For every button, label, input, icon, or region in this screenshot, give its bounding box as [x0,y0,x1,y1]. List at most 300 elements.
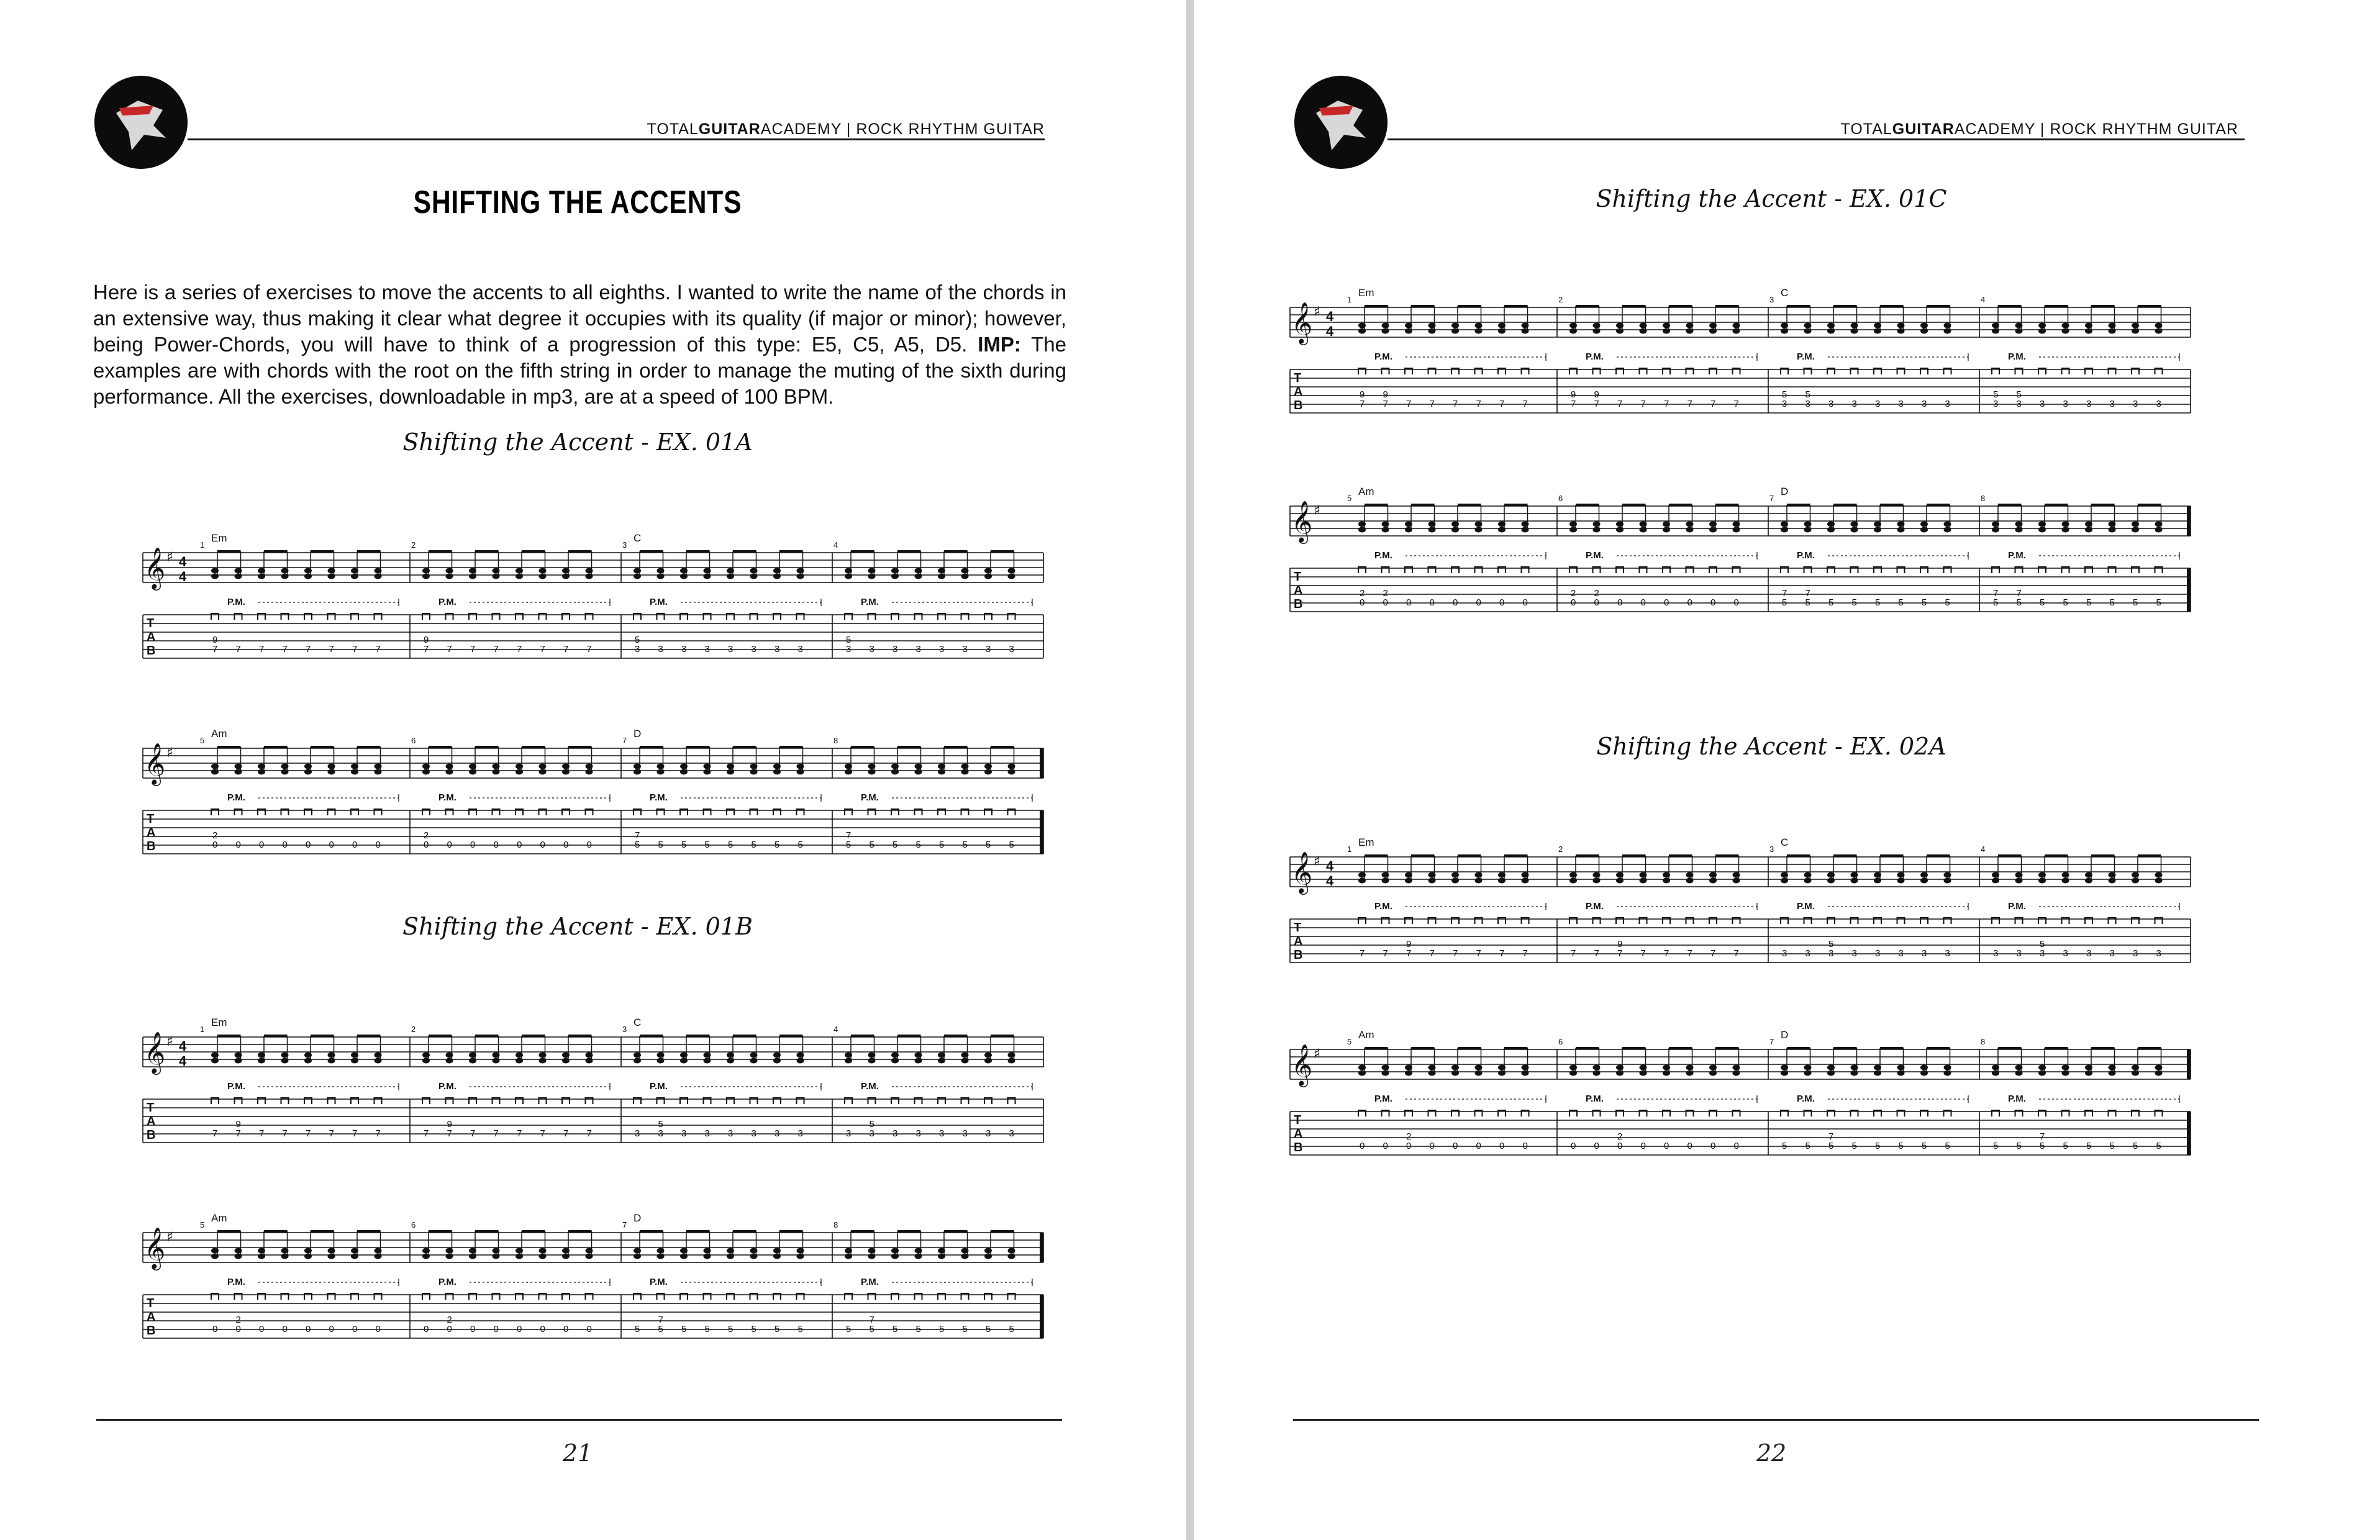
tab-fret-number: 5 [728,840,734,850]
tab-fret-number: 0 [1594,597,1599,608]
notehead [797,1254,804,1259]
notehead [915,1248,922,1254]
notehead [704,1053,711,1058]
notehead [493,1254,500,1259]
notehead [493,574,500,579]
notehead [1781,1071,1788,1076]
notehead [1944,527,1951,533]
palm-mute-label: P.M. [1586,901,1604,912]
tab-clef-t: T [1294,570,1302,584]
notehead [1992,323,1999,328]
tab-fret-number: 5 [681,1324,687,1334]
notehead [1897,522,1905,527]
tab-fret-number: 9 [1406,939,1412,949]
tab-fret-number: 7 [1499,399,1505,409]
tab-fret-number: 7 [212,1128,218,1139]
tab-clef-t: T [147,1101,155,1115]
tab-fret-number: 5 [1993,597,1999,608]
tab-fret-number: 3 [869,1128,874,1139]
tab-clef-a: A [1294,584,1303,597]
notehead [375,1053,382,1058]
tab-system [137,1202,1056,1357]
time-signature: 4 [179,554,187,569]
measure-number: 7 [1769,1037,1774,1046]
notehead [915,1254,922,1259]
tab-clef-a: A [147,1310,156,1324]
tab-fret-number: 5 [846,1324,852,1334]
notehead [469,1254,476,1259]
notehead [1405,527,1412,533]
notehead [750,1248,758,1254]
notehead [1008,1053,1015,1058]
notehead [1897,1065,1905,1071]
notehead [657,1248,665,1254]
notehead [1382,1065,1389,1071]
notehead [422,1254,430,1259]
notehead [1920,527,1928,533]
treble-clef-icon: 𝄞 [144,742,166,784]
treble-clef-icon: 𝄞 [1291,851,1313,893]
notehead [2015,522,2023,527]
notehead [1709,522,1717,527]
notehead [750,574,758,579]
tab-fret-number: 3 [915,1128,921,1139]
notehead [1827,1065,1835,1071]
tab-fret-number: 3 [728,644,734,654]
palm-mute-label: P.M. [1797,1094,1815,1104]
notehead [1781,1065,1788,1071]
notehead [2085,1071,2092,1076]
notehead [938,1248,945,1254]
notehead [915,769,922,775]
tab-fret-number: 0 [1617,597,1623,608]
notehead [1992,1065,1999,1071]
tab-fret-number: 3 [1875,399,1881,409]
notehead [1475,872,1483,878]
tab-fret-number: 7 [540,1128,545,1139]
notehead [1498,1065,1506,1071]
notehead [446,1248,453,1254]
notehead [797,574,804,579]
notehead [2109,323,2116,328]
notehead [1382,1071,1389,1076]
notehead [1428,328,1436,334]
notehead [562,574,570,579]
tab-fret-number: 2 [1360,588,1365,599]
notehead [704,1058,711,1064]
tab-fret-number: 9 [212,635,218,645]
tab-fret-number: 5 [1875,1141,1881,1151]
measure-number: 4 [1981,845,1986,854]
notehead [1358,527,1366,533]
time-signature: 4 [1326,858,1334,874]
tab-fret-number: 5 [704,1324,710,1334]
notehead [258,574,265,579]
treble-clef-icon: 𝄞 [144,546,166,589]
tab-fret-number: 7 [1617,948,1623,959]
notehead [2085,872,2092,878]
notehead [1709,1065,1717,1071]
tab-fret-number: 3 [2016,399,2022,409]
notehead [1616,878,1624,884]
tab-fret-number: 5 [1945,597,1950,608]
tab-fret-number: 3 [1945,948,1950,959]
tab-fret-number: 7 [1594,399,1599,409]
tab-fret-number: 3 [846,644,852,654]
tab-fret-number: 3 [751,644,756,654]
notehead [1804,1065,1812,1071]
notehead [281,764,289,769]
tab-fret-number: 3 [635,1128,640,1139]
notehead [1593,872,1601,878]
notehead [634,1053,641,1058]
measure-number: 2 [411,540,416,550]
notehead [235,1058,242,1064]
notehead [235,1248,242,1254]
notehead [562,1053,570,1058]
notehead [1944,878,1951,884]
notehead [469,1053,476,1058]
tab-fret-number: 5 [1922,1141,1927,1151]
tab-fret-number: 5 [635,635,640,645]
notehead [493,1053,500,1058]
notehead [586,1248,593,1254]
notehead [938,1058,945,1064]
tab-fret-number: 3 [939,644,945,654]
measure-number: 1 [200,540,205,550]
tab-fret-number: 0 [1664,1141,1669,1151]
notehead [1475,878,1483,884]
tab-fret-number: 0 [306,840,311,850]
footer-rule [96,1419,1062,1421]
notehead [2155,527,2163,533]
tab-fret-number: 0 [1476,1141,1481,1151]
notehead [446,1254,453,1259]
notehead [984,1053,992,1058]
notehead [304,1248,312,1254]
notehead [422,574,430,579]
notehead [868,574,876,579]
notehead [258,1058,265,1064]
tab-fret-number: 7 [846,830,852,841]
tab-fret-number: 5 [962,840,968,850]
tab-fret-number: 3 [681,1128,687,1139]
notehead [634,568,641,574]
notehead [516,764,523,769]
notehead [1640,328,1647,334]
notehead [915,1053,922,1058]
notehead [469,574,476,579]
notehead [1897,328,1905,334]
notehead [1851,1065,1858,1071]
tab-fret-number: 5 [939,1324,945,1334]
tab-fret-number: 5 [1851,597,1857,608]
notehead [1451,1071,1459,1076]
tab-system [137,717,1056,872]
tab-fret-number: 0 [1522,1141,1528,1151]
left-page [0,0,1186,1540]
key-signature-sharp-icon: ♯ [166,1034,173,1049]
notehead [375,769,382,775]
notehead [984,1248,992,1254]
notehead [1569,1071,1577,1076]
notehead [773,1248,781,1254]
notehead [539,1053,547,1058]
tab-fret-number: 3 [2016,948,2022,959]
palm-mute-label: P.M. [227,792,245,803]
chord-symbol: D [634,728,642,740]
tab-fret-number: 9 [1571,389,1576,400]
tab-fret-number: 7 [1594,948,1599,959]
notehead [1475,328,1483,334]
notehead [2085,527,2092,533]
tab-fret-number: 0 [1710,597,1716,608]
notehead [351,769,358,775]
tab-fret-number: 5 [658,1119,663,1130]
notehead [657,769,665,775]
notehead [235,764,242,769]
notehead [2038,328,2046,334]
notehead [1920,872,1928,878]
tab-fret-number: 0 [235,1324,241,1334]
tab-fret-number: 5 [1993,1141,1999,1151]
tab-fret-number: 5 [986,1324,991,1334]
palm-mute-label: P.M. [650,1277,668,1287]
key-signature-sharp-icon: ♯ [1314,854,1320,869]
notehead [845,1254,852,1259]
notehead [1405,323,1412,328]
notehead [961,1254,969,1259]
running-header: TOTALGUITARACADEMY | ROCK RHYTHM GUITAR [1840,120,2238,138]
tab-fret-number: 3 [1898,948,1904,959]
tab-fret-number: 5 [2156,597,2161,608]
tab-fret-number: 5 [2016,389,2022,400]
notehead [2132,1071,2139,1076]
tab-fret-number: 0 [447,840,452,850]
notehead [2085,1065,2092,1071]
tab-fret-number: 0 [493,840,499,850]
notehead [1616,328,1624,334]
tab-fret-number: 7 [563,1128,569,1139]
notehead [1663,323,1670,328]
measure-number: 6 [1558,494,1563,503]
tab-fret-number: 7 [1828,1131,1834,1142]
notehead [727,574,734,579]
notehead [657,568,665,574]
tab-fret-number: 3 [774,1128,780,1139]
tab-fret-number: 0 [329,1324,334,1334]
time-signature: 4 [179,1053,187,1069]
tab-fret-number: 7 [1383,948,1388,959]
notehead [1451,527,1459,533]
final-tab-barline [2187,1112,2191,1155]
palm-mute-label: P.M. [650,1081,668,1092]
tab-fret-number: 7 [447,644,452,654]
tab-fret-number: 7 [1453,948,1458,959]
final-tab-barline [2187,568,2191,612]
notehead [891,1058,899,1064]
notehead [961,1053,969,1058]
notehead [351,764,358,769]
notehead [1428,878,1436,884]
notehead [328,764,335,769]
notehead [281,769,289,775]
notehead [211,1248,219,1254]
notehead [1781,878,1788,884]
tab-fret-number: 7 [1805,588,1810,599]
running-header: TOTALGUITARACADEMY | ROCK RHYTHM GUITAR [647,120,1045,138]
tab-fret-number: 0 [282,840,288,850]
notehead [704,769,711,775]
tab-fret-number: 5 [869,1119,874,1130]
chord-symbol: Am [211,728,227,740]
notehead [1358,328,1366,334]
tab-fret-number: 0 [563,840,569,850]
tab-fret-number: 3 [1782,399,1787,409]
tab-fret-number: 0 [375,840,381,850]
tab-fret-number: 7 [1406,948,1412,959]
tab-fret-number: 5 [658,1324,663,1334]
notehead [891,1248,899,1254]
notehead [1709,323,1717,328]
tab-fret-number: 0 [1429,597,1435,608]
tab-fret-number: 5 [704,840,710,850]
exercise-title: Shifting the Accent - EX. 02A [1596,733,1946,760]
tab-fret-number: 5 [658,840,663,850]
palm-mute-label: P.M. [1586,1094,1604,1104]
notehead [773,769,781,775]
palm-mute-label: P.M. [861,597,879,607]
notehead [1992,1071,1999,1076]
tab-fret-number: 3 [1993,948,1999,959]
notehead [211,568,219,574]
notehead [891,769,899,775]
tab-fret-number: 0 [375,1324,381,1334]
notehead [351,1248,358,1254]
tab-fret-number: 5 [2040,939,2045,949]
notehead [2085,878,2092,884]
notehead [868,1058,876,1064]
notehead [446,1053,453,1058]
notehead [961,1058,969,1064]
tab-system [1284,276,2203,432]
page-number: 22 [1756,1439,1787,1467]
notehead [211,764,219,769]
tab-fret-number: 7 [235,1128,241,1139]
notehead [961,1248,969,1254]
tab-fret-number: 5 [1805,597,1810,608]
measure-number: 7 [1769,494,1774,503]
tab-fret-number: 0 [1383,1141,1388,1151]
measure-number: 2 [1558,295,1563,304]
notehead [211,1058,219,1064]
notehead [657,1058,665,1064]
tab-fret-number: 5 [2016,597,2022,608]
tab-fret-number: 5 [635,1324,640,1334]
notehead [1874,323,1881,328]
notehead [1804,323,1812,328]
tab-fret-number: 0 [1594,1141,1599,1151]
notehead [1405,328,1412,334]
notehead [1920,1065,1928,1071]
notehead [375,764,382,769]
notehead [750,764,758,769]
notehead [304,568,312,574]
measure-number: 1 [1347,845,1352,854]
notehead [868,769,876,775]
notehead [657,1254,665,1259]
tab-fret-number: 5 [1993,389,1999,400]
footer-rule [1293,1419,2259,1421]
notehead [1008,764,1015,769]
measure-number: 5 [1347,1037,1352,1046]
notehead [351,568,358,574]
notehead [1498,522,1506,527]
notehead [1522,323,1529,328]
notehead [773,1053,781,1058]
tab-fret-number: 0 [1360,597,1365,608]
tab-fret-number: 5 [962,1324,968,1334]
tab-fret-number: 5 [869,1324,874,1334]
palm-mute-label: P.M. [1586,550,1604,561]
notehead [1944,522,1951,527]
notehead [2038,522,2046,527]
notehead [1522,872,1529,878]
measure-number: 1 [1347,295,1352,304]
notehead [211,1053,219,1058]
tab-fret-number: 7 [517,1128,522,1139]
notehead [2109,522,2116,527]
notehead [1851,323,1858,328]
notehead [1358,522,1366,527]
tab-fret-number: 5 [2109,1141,2115,1151]
notehead [1569,1065,1577,1071]
notehead [2085,328,2092,334]
notehead [1616,323,1624,328]
tab-fret-number: 7 [2016,588,2022,599]
notehead [868,1254,876,1259]
notehead [2015,323,2023,328]
tab-fret-number: 3 [1009,1128,1014,1139]
tab-fret-number: 5 [1009,1324,1014,1334]
notehead [1804,328,1812,334]
notehead [1593,878,1601,884]
notehead [493,1248,500,1254]
notehead [328,1254,335,1259]
tab-fret-number: 3 [1945,399,1950,409]
tab-clef-b: B [147,1324,156,1338]
tab-fret-number: 3 [1805,399,1810,409]
tab-fret-number: 5 [846,635,852,645]
notehead [1382,872,1389,878]
tab-fret-number: 5 [1922,597,1927,608]
tab-fret-number: 3 [797,1128,803,1139]
measure-number: 4 [1981,295,1986,304]
notehead [845,1053,852,1058]
tab-fret-number: 0 [235,840,241,850]
notehead [984,1254,992,1259]
chord-symbol: D [1781,486,1789,497]
notehead [1663,328,1670,334]
notehead [1944,872,1951,878]
notehead [1992,878,1999,884]
notehead [1382,323,1389,328]
notehead [2038,323,2046,328]
measure-number: 6 [411,1220,416,1230]
palm-mute-label: P.M. [1374,901,1392,912]
header-rule [1388,138,2245,140]
tab-fret-number: 5 [2040,1141,2045,1151]
